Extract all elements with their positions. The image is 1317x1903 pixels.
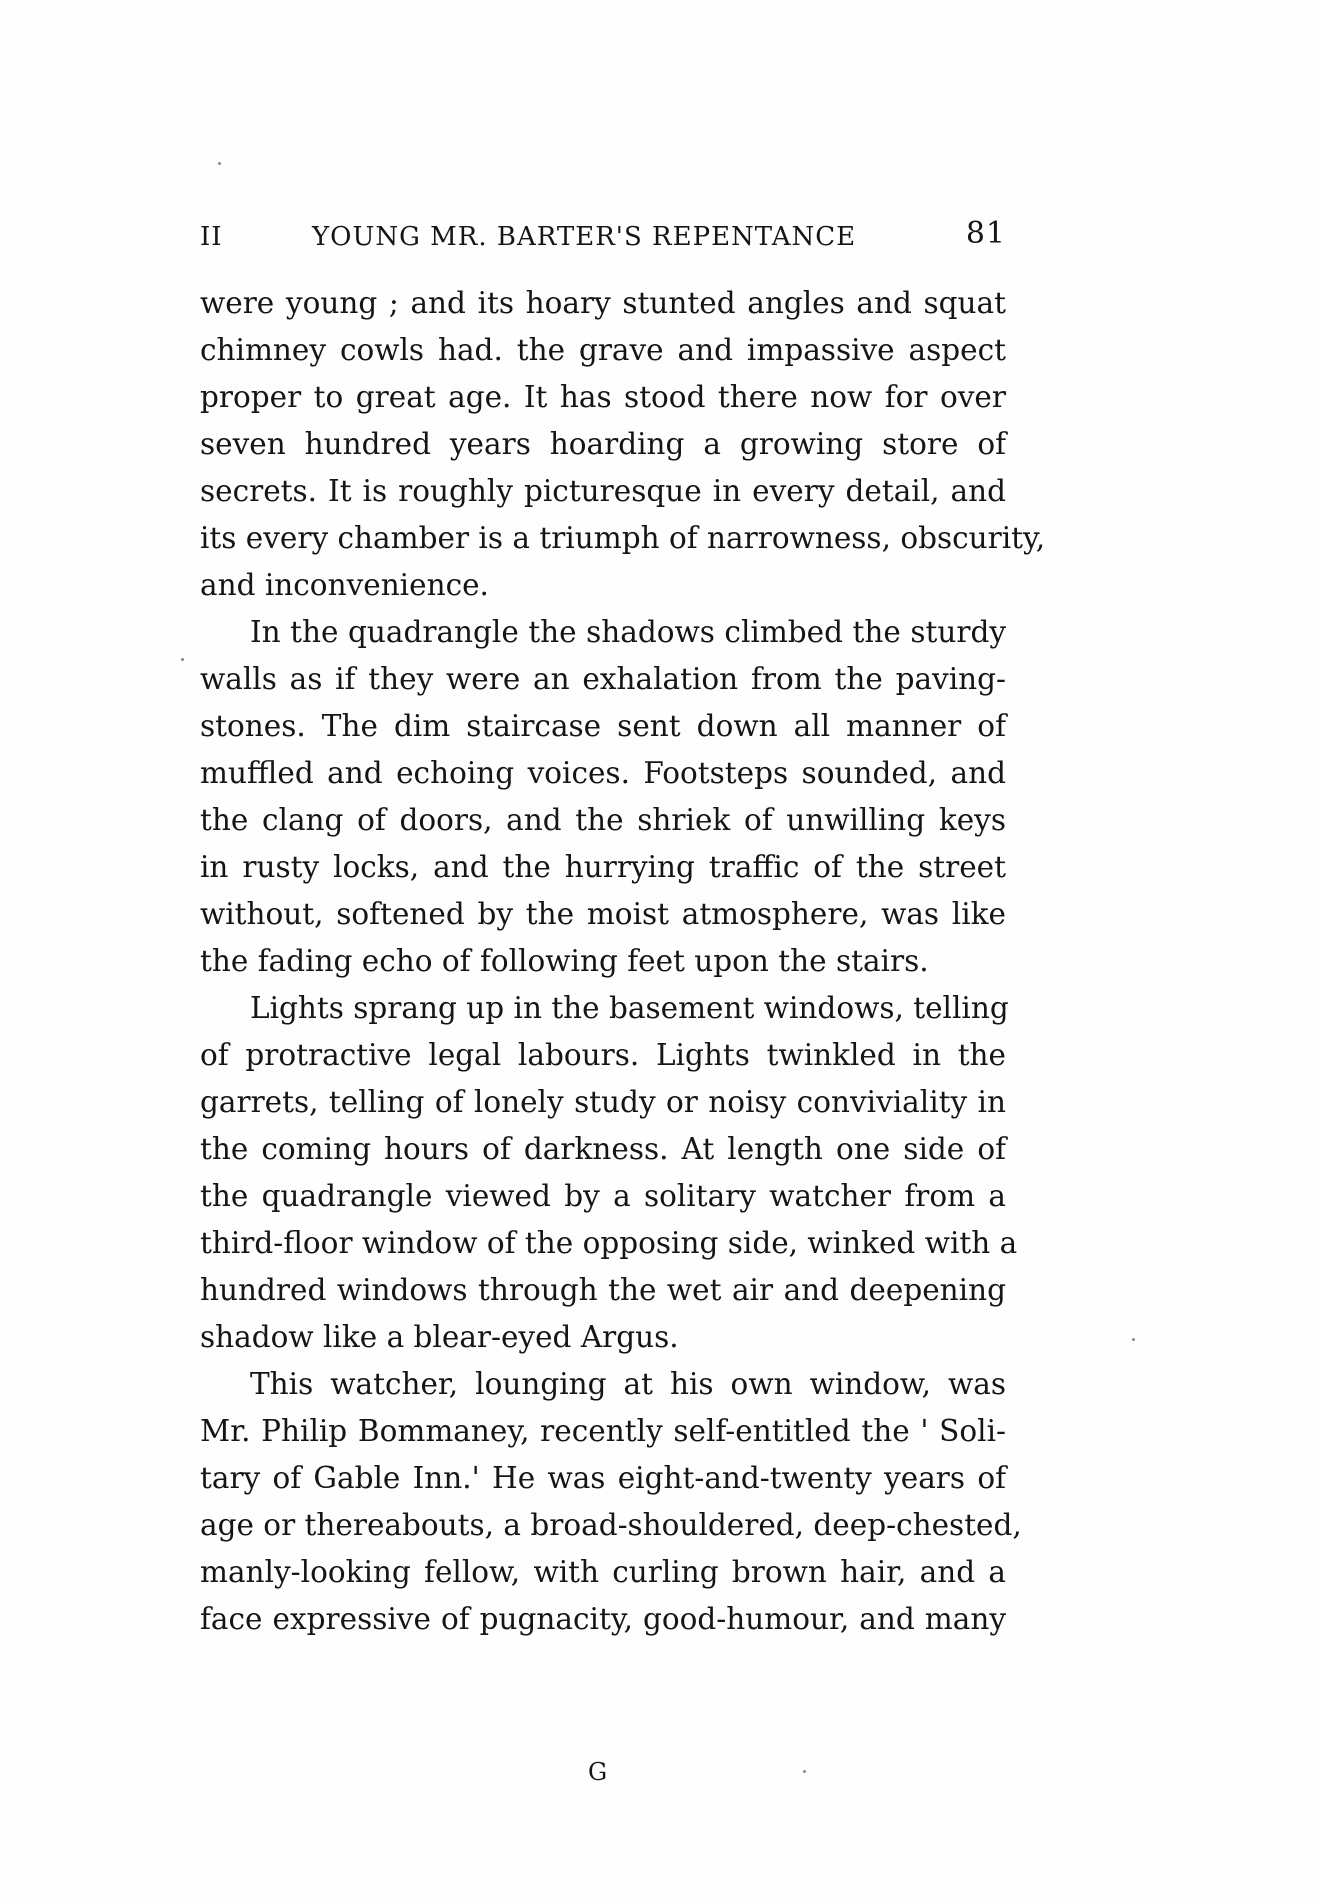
- paragraph: [200, 609, 1006, 985]
- paragraph: [200, 1361, 1022, 1643]
- text-line: third-floor window of the opposing side, winked with a: [200, 1226, 1018, 1260]
- text-line: proper to great age. It has stood there now for over: [200, 380, 1006, 414]
- text-line: without, softened by the moist atmosphere, was like: [200, 897, 1006, 931]
- text-line: of protractive legal labours. Lights twinkled in the: [200, 1038, 1006, 1072]
- text-line: manly-looking fellow, with curling brown hair, and a: [200, 1555, 1006, 1589]
- text-line: walls as if they were an exhalation from the paving-: [200, 662, 1006, 696]
- text-line: muffled and echoing voices. Footsteps sounded, and: [200, 756, 1006, 790]
- text-line: This watcher, lounging at his own window, was: [250, 1367, 1006, 1401]
- text-line: hundred windows through the wet air and deepening: [200, 1273, 1006, 1307]
- paper-speck: [181, 658, 184, 661]
- running-title: YOUNG MR. BARTER'S REPENTANCE: [312, 222, 857, 252]
- text-line: Mr. Philip Bommaney, recently self-entitled the ' Soli-: [200, 1414, 1006, 1448]
- text-line: the coming hours of darkness. At length one side of: [200, 1132, 1006, 1166]
- signature-mark: G: [588, 1758, 608, 1786]
- text-line: face expressive of pugnacity, good-humour, and many: [200, 1602, 1006, 1636]
- text-line: chimney cowls had. the grave and impassive aspect: [200, 333, 1006, 367]
- text-line: In the quadrangle the shadows climbed the sturdy: [250, 615, 1006, 649]
- text-line: stones. The dim staircase sent down all manner of: [200, 709, 1006, 743]
- running-head: [200, 216, 1006, 258]
- text-line: tary of Gable Inn.' He was eight-and-twenty years of: [200, 1461, 1006, 1495]
- text-line: garrets, telling of lonely study or noisy conviviality in: [200, 1085, 1006, 1119]
- paper-speck: [218, 162, 221, 165]
- text-line: in rusty locks, and the hurrying traffic of the street: [200, 850, 1006, 884]
- paper-speck: [803, 1770, 806, 1773]
- text-line: age or thereabouts, a broad-shouldered, deep-chested,: [200, 1508, 1022, 1542]
- text-line: its every chamber is a triumph of narrowness, obscurity,: [200, 521, 1046, 555]
- text-line: were young ; and its hoary stunted angles and squat: [200, 286, 1006, 320]
- text-line: and inconvenience.: [200, 568, 489, 602]
- page-number: 81: [965, 216, 1006, 251]
- paragraph: [200, 985, 1018, 1361]
- body-text: [200, 280, 1046, 1643]
- text-line: the clang of doors, and the shriek of unwilling keys: [200, 803, 1006, 837]
- text-line: the fading echo of following feet upon the stairs.: [200, 944, 929, 978]
- text-line: secrets. It is roughly picturesque in every detail, and: [200, 474, 1006, 508]
- text-line: seven hundred years hoarding a growing store of: [200, 427, 1006, 461]
- text-line: Lights sprang up in the basement windows, telling: [250, 991, 1009, 1025]
- paper-speck: [1132, 1338, 1135, 1341]
- text-line: shadow like a blear-eyed Argus.: [200, 1320, 679, 1354]
- text-line: the quadrangle viewed by a solitary watcher from a: [200, 1179, 1006, 1213]
- paragraph: [200, 280, 1046, 609]
- chapter-number: II: [200, 222, 223, 252]
